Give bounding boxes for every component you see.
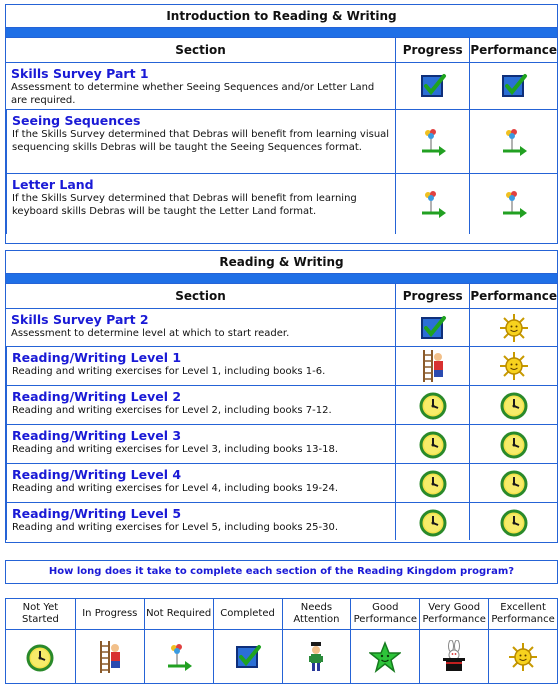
not-started-clock-icon — [499, 429, 529, 459]
table-row — [6, 464, 395, 503]
section-description: Reading and writing exercises for Level 5, including books 25-30. — [12, 522, 338, 533]
in-progress-ladder-icon — [96, 640, 124, 674]
completed-checkbox-icon — [419, 314, 447, 342]
not-started-clock-icon — [499, 468, 529, 498]
legend-item — [213, 599, 282, 683]
progress-cell — [395, 386, 469, 425]
section-link[interactable]: Reading/Writing Level 1 — [12, 350, 182, 365]
intro-section — [5, 4, 558, 244]
not-started-clock-icon — [499, 390, 529, 420]
intro-header-section: Section — [6, 38, 395, 63]
not-required-arrow-icon — [164, 642, 194, 672]
section-link[interactable]: Reading/Writing Level 2 — [12, 389, 182, 404]
excellent-sun-icon — [499, 313, 529, 343]
reading-band — [6, 274, 557, 284]
legend-icon-cell — [6, 630, 75, 683]
section-description: If the Skills Survey determined that Debras will benefit from learning keyboard skills Debras will be taught the Letter Land format. — [12, 193, 357, 217]
section-link[interactable]: Reading/Writing Level 4 — [12, 467, 182, 482]
performance-cell — [469, 174, 557, 234]
reading-table — [6, 284, 557, 540]
progress-cell — [395, 110, 469, 174]
status-legend — [5, 598, 558, 684]
reading-header-section: Section — [6, 284, 395, 309]
not-required-arrow-icon — [499, 189, 529, 219]
completed-checkbox-icon — [500, 72, 528, 100]
section-link[interactable]: Skills Survey Part 1 — [11, 66, 149, 81]
legend-label: In Progress — [76, 599, 144, 630]
performance-cell — [469, 464, 557, 503]
intro-header-progress: Progress — [395, 38, 469, 63]
progress-cell — [395, 309, 469, 347]
legend-item — [350, 599, 419, 683]
reading-writing-section — [5, 250, 558, 543]
reading-title: Reading & Writing — [6, 251, 557, 274]
progress-cell — [395, 503, 469, 540]
in-progress-ladder-icon — [419, 349, 447, 383]
progress-cell — [395, 347, 469, 386]
table-row — [6, 63, 395, 110]
legend-label: Not Required — [145, 599, 213, 630]
legend-icon-cell — [145, 630, 213, 683]
section-description: If the Skills Survey determined that Debras will benefit from learning visual sequencing skills Debras will be taught the Seeing Sequences format. — [12, 129, 390, 153]
legend-icon-cell — [489, 630, 557, 683]
performance-cell — [469, 425, 557, 464]
section-description: Reading and writing exercises for Level 1, including books 1-6. — [12, 366, 326, 377]
table-row — [6, 503, 395, 540]
legend-item — [144, 599, 213, 683]
not-started-clock-icon — [499, 507, 529, 537]
section-link[interactable]: Reading/Writing Level 5 — [12, 506, 182, 521]
excellent-sun-icon — [508, 642, 538, 672]
legend-label: Excellent Performance — [489, 599, 557, 630]
good-star-icon — [369, 641, 401, 673]
not-started-clock-icon — [418, 507, 448, 537]
performance-cell — [469, 110, 557, 174]
table-row — [6, 386, 395, 425]
performance-cell — [469, 503, 557, 540]
needs-attention-figure-icon — [304, 641, 328, 673]
table-row — [6, 347, 395, 386]
not-required-arrow-icon — [418, 127, 448, 157]
legend-icon-cell — [214, 630, 282, 683]
not-started-clock-icon — [25, 642, 55, 672]
table-row — [6, 425, 395, 464]
table-row — [6, 174, 395, 234]
progress-cell — [395, 464, 469, 503]
performance-cell — [469, 347, 557, 386]
completed-checkbox-icon — [419, 72, 447, 100]
excellent-sun-icon — [499, 351, 529, 381]
legend-item — [282, 599, 351, 683]
legend-label: Very Good Performance — [420, 599, 488, 630]
section-link[interactable]: Seeing Sequences — [12, 113, 141, 128]
section-description: Assessment to determine whether Seeing Sequences and/or Letter Land are required. — [11, 82, 375, 106]
legend-label: Needs Attention — [283, 599, 351, 630]
performance-cell — [469, 63, 557, 110]
legend-icon-cell — [420, 630, 488, 683]
not-started-clock-icon — [418, 390, 448, 420]
not-started-clock-icon — [418, 468, 448, 498]
not-started-clock-icon — [418, 429, 448, 459]
legend-item — [419, 599, 488, 683]
legend-item — [75, 599, 144, 683]
section-link[interactable]: Skills Survey Part 2 — [11, 312, 149, 327]
legend-item — [488, 599, 557, 683]
section-link[interactable]: Letter Land — [12, 177, 94, 192]
legend-icon-cell — [351, 630, 419, 683]
reading-header-performance: Performance — [469, 284, 557, 309]
completed-checkbox-icon — [234, 643, 262, 671]
legend-label: Not Yet Started — [6, 599, 75, 630]
reading-header-progress: Progress — [395, 284, 469, 309]
legend-label: Good Performance — [351, 599, 419, 630]
intro-table — [6, 38, 557, 234]
table-row — [6, 309, 395, 347]
progress-cell — [395, 174, 469, 234]
intro-header-performance: Performance — [469, 38, 557, 63]
faq-link[interactable]: How long does it take to complete each section of the Reading Kingdom program? — [5, 560, 558, 584]
section-description: Reading and writing exercises for Level 4, including books 19-24. — [12, 483, 338, 494]
section-link[interactable]: Reading/Writing Level 3 — [12, 428, 182, 443]
legend-icon-cell — [76, 630, 144, 683]
legend-icon-cell — [283, 630, 351, 683]
very-good-rabbit-hat-icon — [441, 640, 467, 674]
performance-cell — [469, 386, 557, 425]
section-description: Assessment to determine level at which to start reader. — [11, 328, 290, 339]
section-description: Reading and writing exercises for Level 3, including books 13-18. — [12, 444, 338, 455]
not-required-arrow-icon — [499, 127, 529, 157]
legend-item — [6, 599, 75, 683]
not-required-arrow-icon — [418, 189, 448, 219]
legend-label: Completed — [214, 599, 282, 630]
progress-cell — [395, 63, 469, 110]
table-row — [6, 110, 395, 174]
progress-cell — [395, 425, 469, 464]
intro-band — [6, 28, 557, 38]
performance-cell — [469, 309, 557, 347]
section-description: Reading and writing exercises for Level 2, including books 7-12. — [12, 405, 332, 416]
intro-title: Introduction to Reading & Writing — [6, 5, 557, 28]
